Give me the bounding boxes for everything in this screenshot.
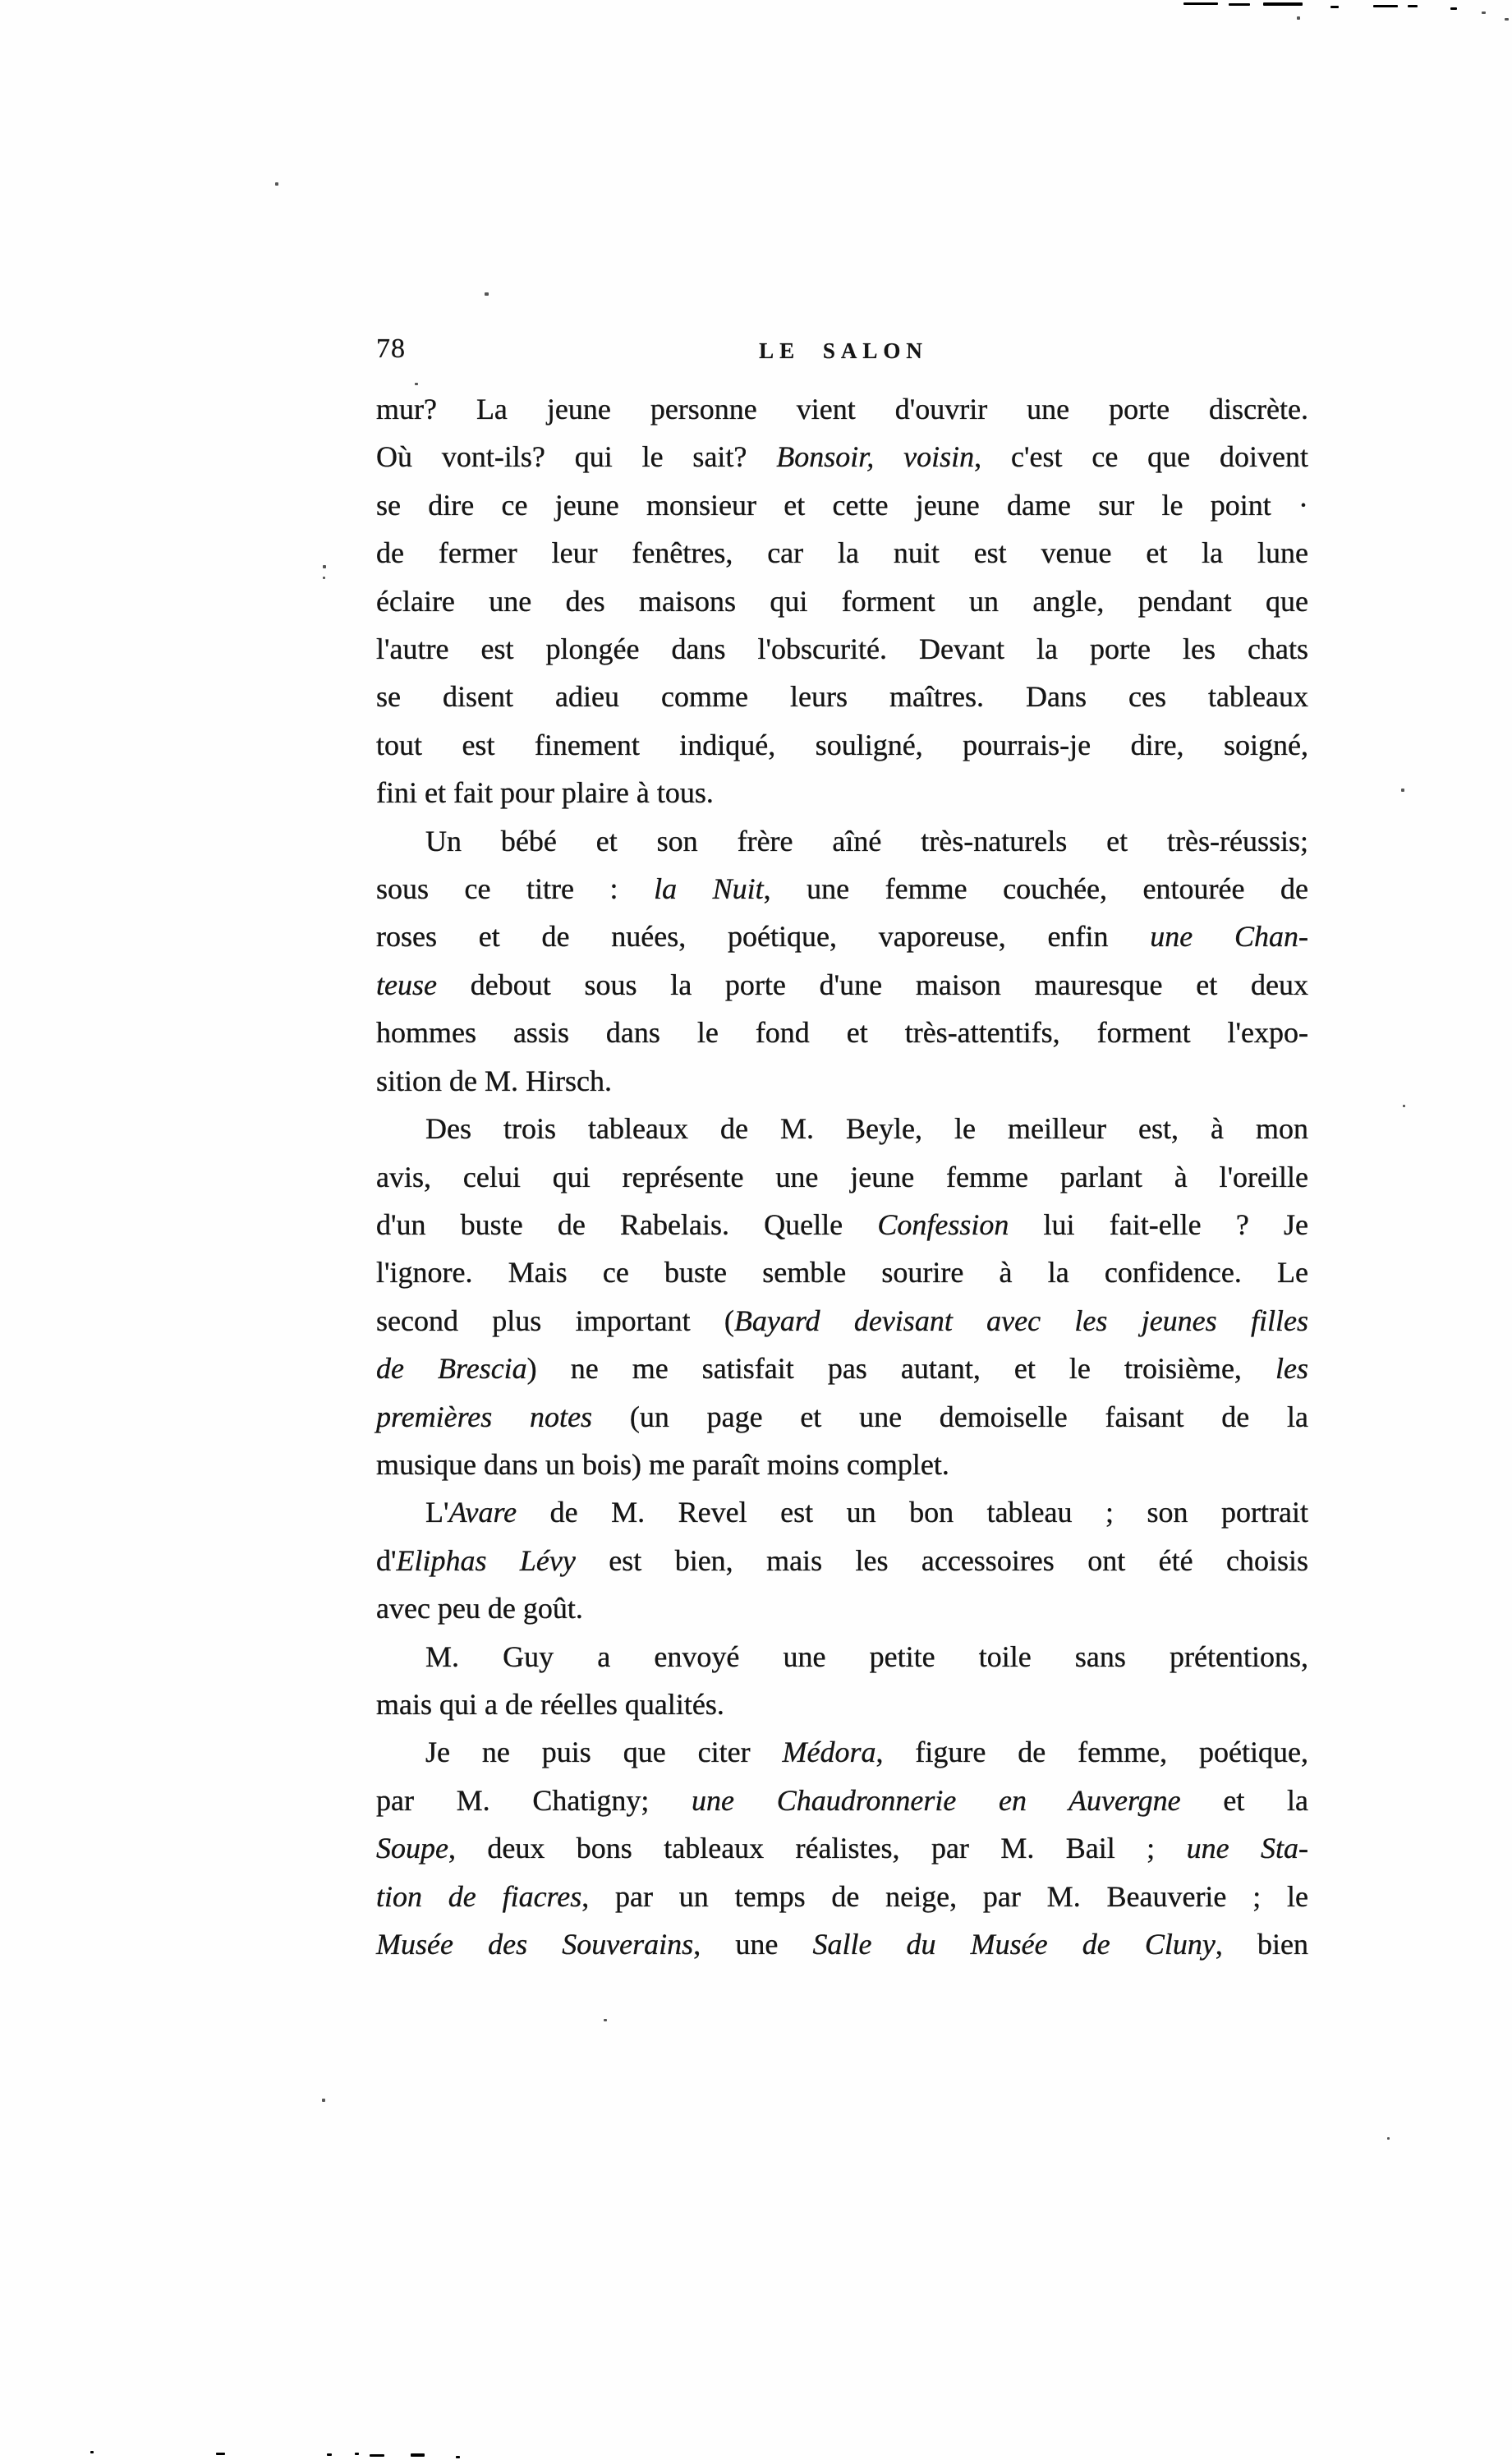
page-number: 78 (376, 333, 406, 364)
text-line: tion de fiacres, par un temps de neige, par M. Beauverie ; le (376, 1879, 1308, 1913)
scan-speck (1482, 11, 1486, 14)
text-line: second plus important (Bayard devisant avec les jeunes filles (376, 1304, 1308, 1337)
text-line: sous ce titre : la Nuit, une femme couchée, entourée de (376, 872, 1308, 906)
scan-speck (1403, 1105, 1405, 1107)
scan-speck (485, 292, 489, 296)
scan-speck (322, 2099, 325, 2102)
scan-speck (456, 2456, 460, 2458)
text-line: tout est finement indiqué, souligné, pourrais-je dire, soigné, (376, 728, 1308, 761)
text-line: mur? La jeune personne vient d'ouvrir une porte discrète. (376, 393, 1308, 425)
text-line: hommes assis dans le fond et très-attentifs, forment l'expo- (376, 1016, 1308, 1050)
scan-speck (1183, 2, 1218, 5)
text-line: d'Eliphas Lévy est bien, mais les accessoires ont été choisis (376, 1543, 1308, 1577)
scan-speck (1387, 2137, 1390, 2140)
text-line: mais qui a de réelles qualités. (376, 1687, 724, 1721)
scan-speck (1330, 6, 1339, 8)
text-line: premières notes (un page et une demoiselle faisant de la (376, 1400, 1308, 1433)
scan-speck (275, 182, 278, 186)
scan-speck (216, 2453, 225, 2455)
scan-speck (323, 577, 325, 579)
scan-speck (1297, 16, 1300, 20)
scan-speck (415, 383, 418, 385)
text-line: se dire ce jeune monsieur et cette jeune dame sur le point · (376, 488, 1308, 522)
scan-speck (370, 2454, 384, 2457)
text-line: avec peu de goût. (376, 1592, 583, 1625)
page-text (376, 385, 1308, 1968)
text-line: Je ne puis que citer Médora, figure de femme, poétique, (425, 1736, 1308, 1769)
text-line: Un bébé et son frère aîné très-naturels et très-réussis; (425, 824, 1308, 858)
running-title: LE SALON (759, 338, 928, 363)
text-line: d'un buste de Rabelais. Quelle Confession lui fait-elle ? Je (376, 1207, 1309, 1241)
text-line: musique dans un bois) me paraît moins complet. (376, 1447, 949, 1481)
text-line: de Brescia) ne me satisfait pas autant, et le troisième, les (376, 1352, 1308, 1386)
text-line: l'autre est plongée dans l'obscurité. Devant la porte les chats (376, 632, 1308, 666)
text-line: roses et de nuées, poétique, vaporeuse, enfin une Chan- (376, 920, 1308, 954)
text-line: éclaire une des maisons qui forment un angle, pendant que (376, 584, 1308, 618)
text-line: l'ignore. Mais ce buste semble sourire à la confidence. Le (376, 1256, 1308, 1290)
text-line: avis, celui qui représente une jeune femme parlant à l'oreille (376, 1160, 1308, 1193)
scan-speck (327, 2453, 332, 2456)
running-head (376, 332, 1311, 371)
scan-speck (604, 2019, 607, 2021)
scan-speck (1229, 3, 1250, 6)
text-line: sition de M. Hirsch. (376, 1064, 612, 1097)
text-line: Musée des Souverains, une Salle du Musée de Cluny, bien (376, 1928, 1308, 1961)
scan-speck (1450, 7, 1457, 10)
scan-speck (90, 2451, 94, 2453)
text-line: par M. Chatigny; une Chaudronnerie en Auvergne et la (376, 1783, 1308, 1817)
scan-speck (1401, 789, 1404, 792)
text-line: fini et fait pour plaire à tous. (376, 776, 714, 810)
scan-speck (1408, 5, 1418, 7)
scan-speck (355, 2453, 359, 2455)
text-line: Soupe, deux bons tableaux réalistes, par M. Bail ; une Sta- (376, 1832, 1308, 1865)
scan-speck (411, 2453, 425, 2457)
scan-speck (1263, 2, 1303, 6)
text-line: de fermer leur fenêtres, car la nuit est venue et la lune (376, 536, 1308, 570)
text-line: Où vont-ils? qui le sait? Bonsoir, voisin, c'est ce que doivent (376, 440, 1309, 474)
text-line: M. Guy a envoyé une petite toile sans prétentions, (425, 1639, 1308, 1673)
scan-speck (323, 565, 326, 568)
scan-speck (1373, 5, 1398, 7)
text-line: L'Avare de M. Revel est un bon tableau ; son portrait (425, 1496, 1308, 1529)
text-line: Des trois tableaux de M. Beyle, le meilleur est, à mon (425, 1112, 1308, 1146)
scan-speck (1505, 18, 1509, 21)
text-line: se disent adieu comme leurs maîtres. Dans ces tableaux (376, 680, 1308, 714)
text-line: teuse debout sous la porte d'une maison mauresque et deux (376, 968, 1308, 1001)
